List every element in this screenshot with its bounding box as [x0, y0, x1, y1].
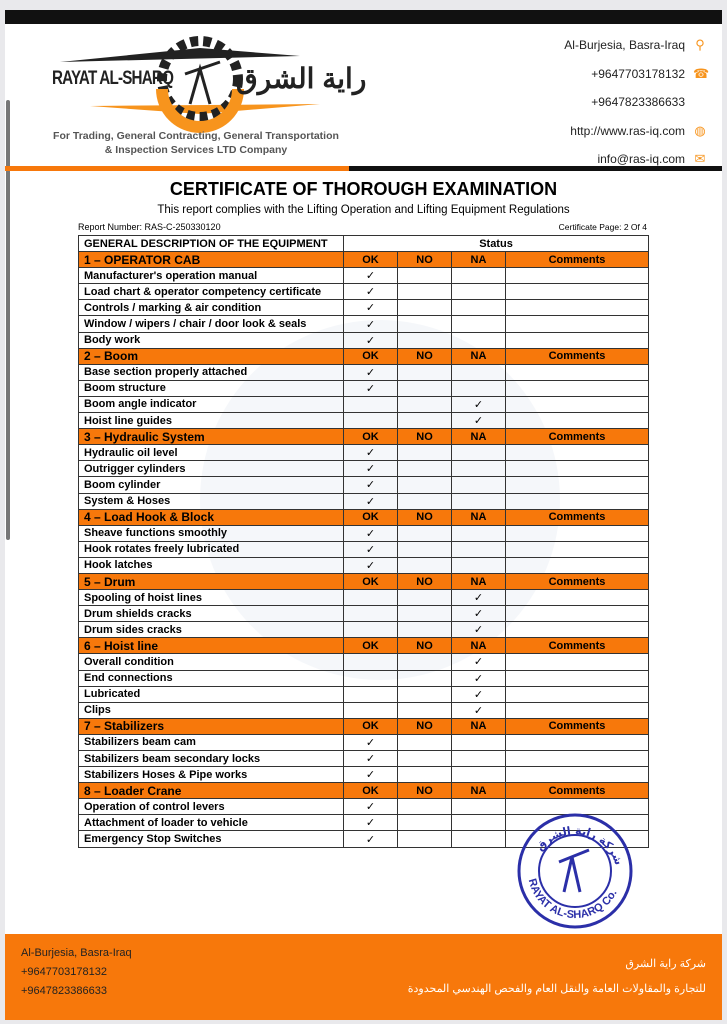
empty-cell [398, 831, 452, 847]
empty-cell [452, 364, 506, 380]
check-icon: ✓ [344, 734, 398, 750]
item-label: Hook latches [79, 557, 344, 573]
comments-cell [506, 300, 649, 316]
column-header-ok: OK [344, 573, 398, 589]
certificate-page-number: Certificate Page: 2 Of 4 [558, 222, 647, 232]
check-icon: ✓ [452, 396, 506, 412]
empty-cell [398, 284, 452, 300]
empty-cell [452, 445, 506, 461]
divider-black [349, 166, 722, 171]
item-label: Sheave functions smoothly [79, 525, 344, 541]
table-row [79, 380, 649, 396]
table-row [79, 525, 649, 541]
comments-cell [506, 557, 649, 573]
item-label: Outrigger cylinders [79, 461, 344, 477]
mail-icon: ✉ [694, 151, 706, 167]
item-label: Load chart & operator competency certificate [79, 284, 344, 300]
table-row [79, 316, 649, 332]
empty-cell [452, 461, 506, 477]
check-icon: ✓ [344, 461, 398, 477]
empty-cell [398, 445, 452, 461]
status-header: Status [344, 236, 649, 252]
empty-cell [344, 413, 398, 429]
table-row [79, 477, 649, 493]
comments-cell [506, 686, 649, 702]
section-title: 5 – Drum [79, 573, 344, 589]
email-link[interactable]: info@ras-iq.com [597, 152, 685, 167]
empty-cell [452, 734, 506, 750]
section-title: 4 – Load Hook & Block [79, 509, 344, 525]
table-row [79, 493, 649, 509]
column-header-na: NA [452, 573, 506, 589]
empty-cell [398, 734, 452, 750]
table-row [79, 622, 649, 638]
empty-cell [452, 332, 506, 348]
table-row [79, 332, 649, 348]
table-row [79, 734, 649, 750]
empty-cell [398, 622, 452, 638]
empty-cell [398, 413, 452, 429]
table-row [79, 590, 649, 606]
item-label: System & Hoses [79, 493, 344, 509]
empty-cell [452, 268, 506, 284]
item-label: Boom cylinder [79, 477, 344, 493]
item-label: Base section properly attached [79, 364, 344, 380]
empty-cell [398, 493, 452, 509]
check-icon: ✓ [344, 477, 398, 493]
table-row [79, 686, 649, 702]
column-header-comments: Comments [506, 509, 649, 525]
empty-cell [398, 686, 452, 702]
column-header-ok: OK [344, 718, 398, 734]
check-icon: ✓ [344, 364, 398, 380]
check-icon: ✓ [452, 670, 506, 686]
phone-icon: ☎ [693, 65, 710, 81]
empty-cell [398, 461, 452, 477]
comments-cell [506, 654, 649, 670]
empty-cell [344, 654, 398, 670]
table-row [79, 364, 649, 380]
empty-cell [344, 396, 398, 412]
empty-cell [398, 380, 452, 396]
check-icon: ✓ [452, 590, 506, 606]
check-icon: ✓ [452, 654, 506, 670]
check-icon: ✓ [344, 380, 398, 396]
empty-cell [452, 380, 506, 396]
table-row [79, 413, 649, 429]
comments-cell [506, 622, 649, 638]
company-stamp [514, 812, 636, 930]
comments-cell [506, 751, 649, 767]
column-header-na: NA [452, 783, 506, 799]
item-label: Operation of control levers [79, 799, 344, 815]
column-header-ok: OK [344, 348, 398, 364]
column-header-ok: OK [344, 429, 398, 445]
table-row [79, 557, 649, 573]
check-icon: ✓ [344, 268, 398, 284]
check-icon: ✓ [452, 413, 506, 429]
subtitle: This report complies with the Lifting Operation and Lifting Equipment Regulations [157, 204, 570, 216]
check-icon: ✓ [344, 799, 398, 815]
empty-cell [398, 751, 452, 767]
item-label: Hook rotates freely lubricated [79, 541, 344, 557]
section-header-row [79, 252, 649, 268]
brand-name-arabic: راية الشرق [236, 63, 367, 94]
item-label: Manufacturer's operation manual [79, 268, 344, 284]
footer-phone-2: +9647823386633 [21, 985, 107, 997]
column-header-na: NA [452, 429, 506, 445]
comments-cell [506, 461, 649, 477]
table-row [79, 396, 649, 412]
column-header-comments: Comments [506, 252, 649, 268]
section-title: 7 – Stabilizers [79, 718, 344, 734]
item-label: Body work [79, 332, 344, 348]
check-icon: ✓ [344, 316, 398, 332]
comments-cell [506, 734, 649, 750]
column-header-comments: Comments [506, 718, 649, 734]
top-bar [5, 10, 722, 24]
comments-cell [506, 606, 649, 622]
check-icon: ✓ [344, 751, 398, 767]
table-row [79, 541, 649, 557]
column-header-na: NA [452, 509, 506, 525]
item-label: Drum shields cracks [79, 606, 344, 622]
brand-name: RAYAT AL-SHARQ [52, 68, 174, 89]
empty-cell [452, 815, 506, 831]
comments-cell [506, 396, 649, 412]
column-header-na: NA [452, 718, 506, 734]
empty-cell [452, 493, 506, 509]
empty-cell [398, 477, 452, 493]
column-header-no: NO [398, 348, 452, 364]
check-icon: ✓ [344, 284, 398, 300]
check-icon: ✓ [344, 445, 398, 461]
comments-cell [506, 332, 649, 348]
empty-cell [398, 316, 452, 332]
comments-cell [506, 316, 649, 332]
item-label: Lubricated [79, 686, 344, 702]
section-header-row [79, 783, 649, 799]
section-title: 6 – Hoist line [79, 638, 344, 654]
check-icon: ✓ [344, 767, 398, 783]
empty-cell [398, 606, 452, 622]
comments-cell [506, 380, 649, 396]
tagline: For Trading, General Contracting, General Transportation & Inspection Services LTD Company [53, 130, 339, 156]
empty-cell [398, 396, 452, 412]
empty-cell [398, 590, 452, 606]
empty-cell [398, 654, 452, 670]
column-header-no: NO [398, 783, 452, 799]
table-row [79, 767, 649, 783]
empty-cell [398, 702, 452, 718]
check-icon: ✓ [344, 493, 398, 509]
divider-orange [5, 166, 349, 171]
check-icon: ✓ [452, 622, 506, 638]
table-row [79, 670, 649, 686]
footer-company-arabic: شركة راية الشرق [625, 958, 706, 970]
comments-cell [506, 284, 649, 300]
footer [5, 934, 722, 1020]
table-row [79, 702, 649, 718]
section-header-row [79, 509, 649, 525]
section-header-row [79, 718, 649, 734]
empty-cell [344, 590, 398, 606]
empty-cell [452, 799, 506, 815]
item-label: Overall condition [79, 654, 344, 670]
item-label: Stabilizers beam secondary locks [79, 751, 344, 767]
empty-cell [452, 557, 506, 573]
table-row [79, 606, 649, 622]
footer-address: Al-Burjesia, Basra-Iraq [21, 947, 132, 959]
section-header-row [79, 638, 649, 654]
column-header-no: NO [398, 718, 452, 734]
empty-cell [398, 767, 452, 783]
empty-cell [398, 332, 452, 348]
empty-cell [344, 702, 398, 718]
empty-cell [398, 300, 452, 316]
column-header-comments: Comments [506, 638, 649, 654]
empty-cell [452, 541, 506, 557]
page-title: CERTIFICATE OF THOROUGH EXAMINATION [169, 179, 558, 199]
empty-cell [398, 364, 452, 380]
item-label: Clips [79, 702, 344, 718]
table-row [79, 461, 649, 477]
svg-text:RAYAT AL-SHARQ Co.: RAYAT AL-SHARQ Co. [525, 877, 620, 922]
footer-description-arabic: للتجارة والمقاولات العامة والنقل العام والفحص الهندسي المحدودة [407, 983, 706, 995]
check-icon: ✓ [344, 831, 398, 847]
check-icon: ✓ [344, 300, 398, 316]
check-icon: ✓ [452, 702, 506, 718]
check-icon: ✓ [344, 541, 398, 557]
empty-cell [344, 670, 398, 686]
item-label: Hydraulic oil level [79, 445, 344, 461]
column-header-no: NO [398, 252, 452, 268]
phone-2: +9647823386633 [591, 95, 685, 110]
address: Al-Burjesia, Basra-Iraq [564, 38, 685, 53]
empty-cell [398, 799, 452, 815]
empty-cell [452, 316, 506, 332]
column-header-na: NA [452, 638, 506, 654]
column-header-na: NA [452, 252, 506, 268]
empty-cell [452, 751, 506, 767]
comments-cell [506, 445, 649, 461]
item-label: End connections [79, 670, 344, 686]
item-label: Stabilizers beam cam [79, 734, 344, 750]
column-header-ok: OK [344, 783, 398, 799]
empty-cell [452, 525, 506, 541]
section-title: 3 – Hydraulic System [79, 429, 344, 445]
desc-header: GENERAL DESCRIPTION OF THE EQUIPMENT [79, 236, 344, 252]
phone-1: +9647703178132 [591, 66, 685, 81]
empty-cell [452, 831, 506, 847]
table-row [79, 300, 649, 316]
column-header-comments: Comments [506, 783, 649, 799]
comments-cell [506, 541, 649, 557]
item-label: Boom angle indicator [79, 396, 344, 412]
section-title: 2 – Boom [79, 348, 344, 364]
comments-cell [506, 767, 649, 783]
column-header-no: NO [398, 573, 452, 589]
empty-cell [452, 284, 506, 300]
comments-cell [506, 525, 649, 541]
empty-cell [452, 477, 506, 493]
empty-cell [398, 525, 452, 541]
item-label: Controls / marking & air condition [79, 300, 344, 316]
column-header-no: NO [398, 509, 452, 525]
section-header-row [79, 573, 649, 589]
contact-block [564, 31, 710, 174]
website-link[interactable]: http://www.ras-iq.com [570, 123, 685, 138]
comments-cell [506, 590, 649, 606]
item-label: Stabilizers Hoses & Pipe works [79, 767, 344, 783]
column-header-no: NO [398, 638, 452, 654]
comments-cell [506, 364, 649, 380]
item-label: Hoist line guides [79, 413, 344, 429]
empty-cell [344, 622, 398, 638]
empty-cell [344, 686, 398, 702]
examination-table [78, 235, 649, 848]
check-icon: ✓ [452, 686, 506, 702]
empty-cell [398, 670, 452, 686]
comments-cell [506, 702, 649, 718]
comments-cell [506, 477, 649, 493]
comments-cell [506, 493, 649, 509]
table-row [79, 751, 649, 767]
empty-cell [398, 541, 452, 557]
comments-cell [506, 413, 649, 429]
check-icon: ✓ [452, 606, 506, 622]
svg-text:شركة راية الشرق: شركة راية الشرق [533, 824, 626, 867]
empty-cell [398, 557, 452, 573]
empty-cell [398, 815, 452, 831]
item-label: Boom structure [79, 380, 344, 396]
table-row [79, 268, 649, 284]
column-header-ok: OK [344, 509, 398, 525]
section-title: 8 – Loader Crane [79, 783, 344, 799]
item-label: Emergency Stop Switches [79, 831, 344, 847]
table-row [79, 284, 649, 300]
location-icon: ⚲ [695, 37, 705, 53]
column-header-comments: Comments [506, 573, 649, 589]
check-icon: ✓ [344, 557, 398, 573]
report-number: Report Number: RAS-C-250330120 [78, 222, 221, 232]
check-icon: ✓ [344, 332, 398, 348]
section-header-row [79, 348, 649, 364]
item-label: Spooling of hoist lines [79, 590, 344, 606]
table-row [79, 445, 649, 461]
table-row [79, 654, 649, 670]
check-icon: ✓ [344, 525, 398, 541]
column-header-comments: Comments [506, 348, 649, 364]
section-header-row [79, 429, 649, 445]
comments-cell [506, 268, 649, 284]
footer-phone-1: +9647703178132 [21, 966, 107, 978]
empty-cell [452, 767, 506, 783]
comments-cell [506, 670, 649, 686]
item-label: Drum sides cracks [79, 622, 344, 638]
empty-cell [344, 606, 398, 622]
empty-cell [398, 268, 452, 284]
section-title: 1 – OPERATOR CAB [79, 252, 344, 268]
check-icon: ✓ [344, 815, 398, 831]
column-header-comments: Comments [506, 429, 649, 445]
item-label: Window / wipers / chair / door look & seals [79, 316, 344, 332]
column-header-ok: OK [344, 638, 398, 654]
column-header-na: NA [452, 348, 506, 364]
column-header-ok: OK [344, 252, 398, 268]
column-header-no: NO [398, 429, 452, 445]
empty-cell [452, 300, 506, 316]
globe-icon: ◍ [694, 122, 706, 138]
item-label: Attachment of loader to vehicle [79, 815, 344, 831]
